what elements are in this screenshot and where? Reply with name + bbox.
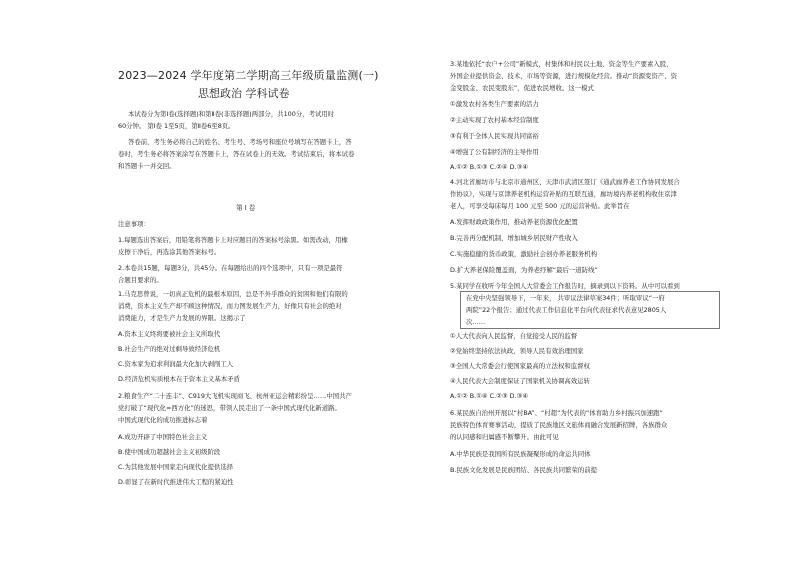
question-4: 4.河北省廊坊市与北京市通州区、天津市武清区签订《通武廊养老工作协同发展合 — [450, 178, 680, 186]
text-line: 民族特色体育赛事活动，提质了民族地区文旅体商融合发展新招牌，各族群众 — [450, 421, 668, 429]
quote-line: 在党中央坚强领导下，一年来， 共审议法律草案34件；听取审议“一府 — [466, 294, 665, 302]
exam-title: 2023—2024 学年度第二学期高三年级质量监测(一) — [118, 69, 379, 82]
answer-options: A.①② B.①④ C.②③ D.③④ — [450, 392, 529, 400]
statement-2: ②党始终坚持依法执政，领导人民有效治理国家 — [450, 347, 584, 355]
text-line: 作协议》，实现与京津养老机构运营补贴的互联互通，廊坊境内养老机构收住京津 — [450, 190, 677, 198]
text-line: 中国式现代化的成功推进标志着 — [118, 416, 208, 424]
intro-line: 60分钟。 第Ⅰ卷 1至5页，第Ⅱ卷6至8页。 — [118, 122, 235, 130]
option-b: B.民族文化发展是民族团结、各民族共同繁荣的前提 — [450, 466, 598, 474]
question-5: 5.某同学在收听今年全国人大常委会工作报告时，摘录到以下资料。从中可以看到 — [450, 282, 680, 290]
answer-options: A.①② B.①③ C.②④ D.③④ — [450, 163, 529, 171]
text-line: 1.每题选出答案后，用铅笔将答题卡上对应题目的答案标号涂黑。如需改动，用橡 — [118, 236, 348, 244]
statement-4: ④增强了公有制经济的主导作用 — [450, 148, 539, 156]
text-line: 的认同感和归属感不断攀升。由此可见 — [450, 433, 559, 441]
option-d: D.扩大养老保险覆盖面，为养老纾解“最后一道防线” — [450, 266, 598, 274]
option-d: D.彰显了在新时代推进伟大工程的紧迫性 — [118, 478, 234, 486]
intro-line: 卷时，考生务必将答案涂写在答题卡上，答在试卷上的无效。考试结束后，将本试卷 — [118, 150, 355, 158]
statement-1: ①人大代表向人民监督，自觉接受人民的监督 — [450, 332, 578, 340]
option-d: D.经济危机实质根本在于资本主义基本矛盾 — [118, 375, 240, 383]
statement-1: ①激发农村各类生产要素的活力 — [450, 100, 539, 108]
intro-line: 本试卷分为第Ⅰ卷(选择题)和第Ⅱ卷(非选择题)两部分，共100分，考试用时 — [128, 110, 335, 118]
statement-2: ②主动实现了农村基本经营制度 — [450, 116, 539, 124]
option-b: B.社会生产的绝对过剩导致经济危机 — [118, 345, 221, 353]
section-heading: 第 Ⅰ 卷 — [236, 204, 256, 212]
statement-3: ③全国人大常委会行使国家最高的立法权和监督权 — [450, 362, 590, 370]
exam-subtitle: 思想政治 学科试卷 — [198, 87, 290, 100]
intro-line: 答卷前，考生务必将自己的姓名、考生号、考场号和座位号填写在答题卡上，答 — [128, 138, 352, 146]
text-line: 皮擦干净后，再选涂其他答案标号。 — [118, 248, 221, 256]
quote-line: 次…… — [466, 318, 486, 326]
statement-4: ④人民代表大会制度保证了国家机关协调高效运转 — [450, 377, 590, 385]
text-line: 合题目要求的。 — [118, 276, 163, 284]
option-c: C.资本家为追求利润最大化加大剥削工人 — [118, 360, 234, 368]
text-line: 金变股金、农民变股东”，促进农民增收。这一模式 — [450, 84, 594, 92]
text-line: 消费能力，才是生产力发展的界限。这揭示了 — [118, 314, 246, 322]
option-c: C.为其他发展中国家走向现代化提供选择 — [118, 463, 234, 471]
question-2: 2.粮食生产“二十连丰”、C919大飞机实现商飞、杭州亚运会精彩纷呈……中国共产 — [118, 392, 352, 400]
text-line: 2.本卷共15题，每题3分，共45分。在每题给出的四个选项中，只有一项是最符 — [118, 264, 343, 272]
statement-3: ③有利于全体人民实现共同富裕 — [450, 132, 539, 140]
option-a: A.中华民族是我国所有民族凝聚形成的命运共同体 — [450, 450, 591, 458]
option-a: A.成功开辟了中国特色社会主义 — [118, 433, 208, 441]
text-line: 外国企业提供资金、技术、市场等资源，进行规模化经营。推动“资源变资产、资 — [450, 72, 677, 80]
intro-line: 和答题卡一并交回。 — [118, 162, 176, 170]
quote-line: 两院”22个报告；通过代表工作信息化平台向代表征求代表意见2805人 — [466, 306, 667, 314]
question-6: 6.某民族自治州开展以“村BA”、“村超”为代表的“体育助力乡村振兴加速跑” — [450, 409, 663, 417]
option-c: C.实施稳健的货币政策，激励社会创办养老服务机构 — [450, 250, 598, 258]
notes-heading: 注意事项： — [118, 220, 150, 228]
option-b: B.使中国成功超越社会主义初级阶段 — [118, 448, 221, 456]
question-1: 1.马克思曾说，一切真正危机的最根本原因，总是不外乎群众的贫困和他们有限的 — [118, 290, 348, 298]
option-a: A.发挥财政政策作用，推动养老资源优化配置 — [450, 218, 578, 226]
text-line: 党打破了“现代化=西方化”的迷思，带领人民走出了一条中国式现代化新道路。 — [118, 404, 341, 412]
text-line: 老人，可享受每床每月 100 元至 500 元的运营补贴。此举旨在 — [450, 202, 630, 210]
question-3: 3.某地依托“农户+公司”新模式，村集体和村民以土地、资金等生产要素入股， — [450, 60, 673, 68]
option-b: B.完善再分配机制，增加城乡居民财产性收入 — [450, 234, 578, 242]
text-line: 消费，资本主义生产却不顾这种情况，而力图发展生产力，好像只有社会的绝对 — [118, 302, 342, 310]
option-a: A.资本主义终将要被社会主义所取代 — [118, 330, 221, 338]
